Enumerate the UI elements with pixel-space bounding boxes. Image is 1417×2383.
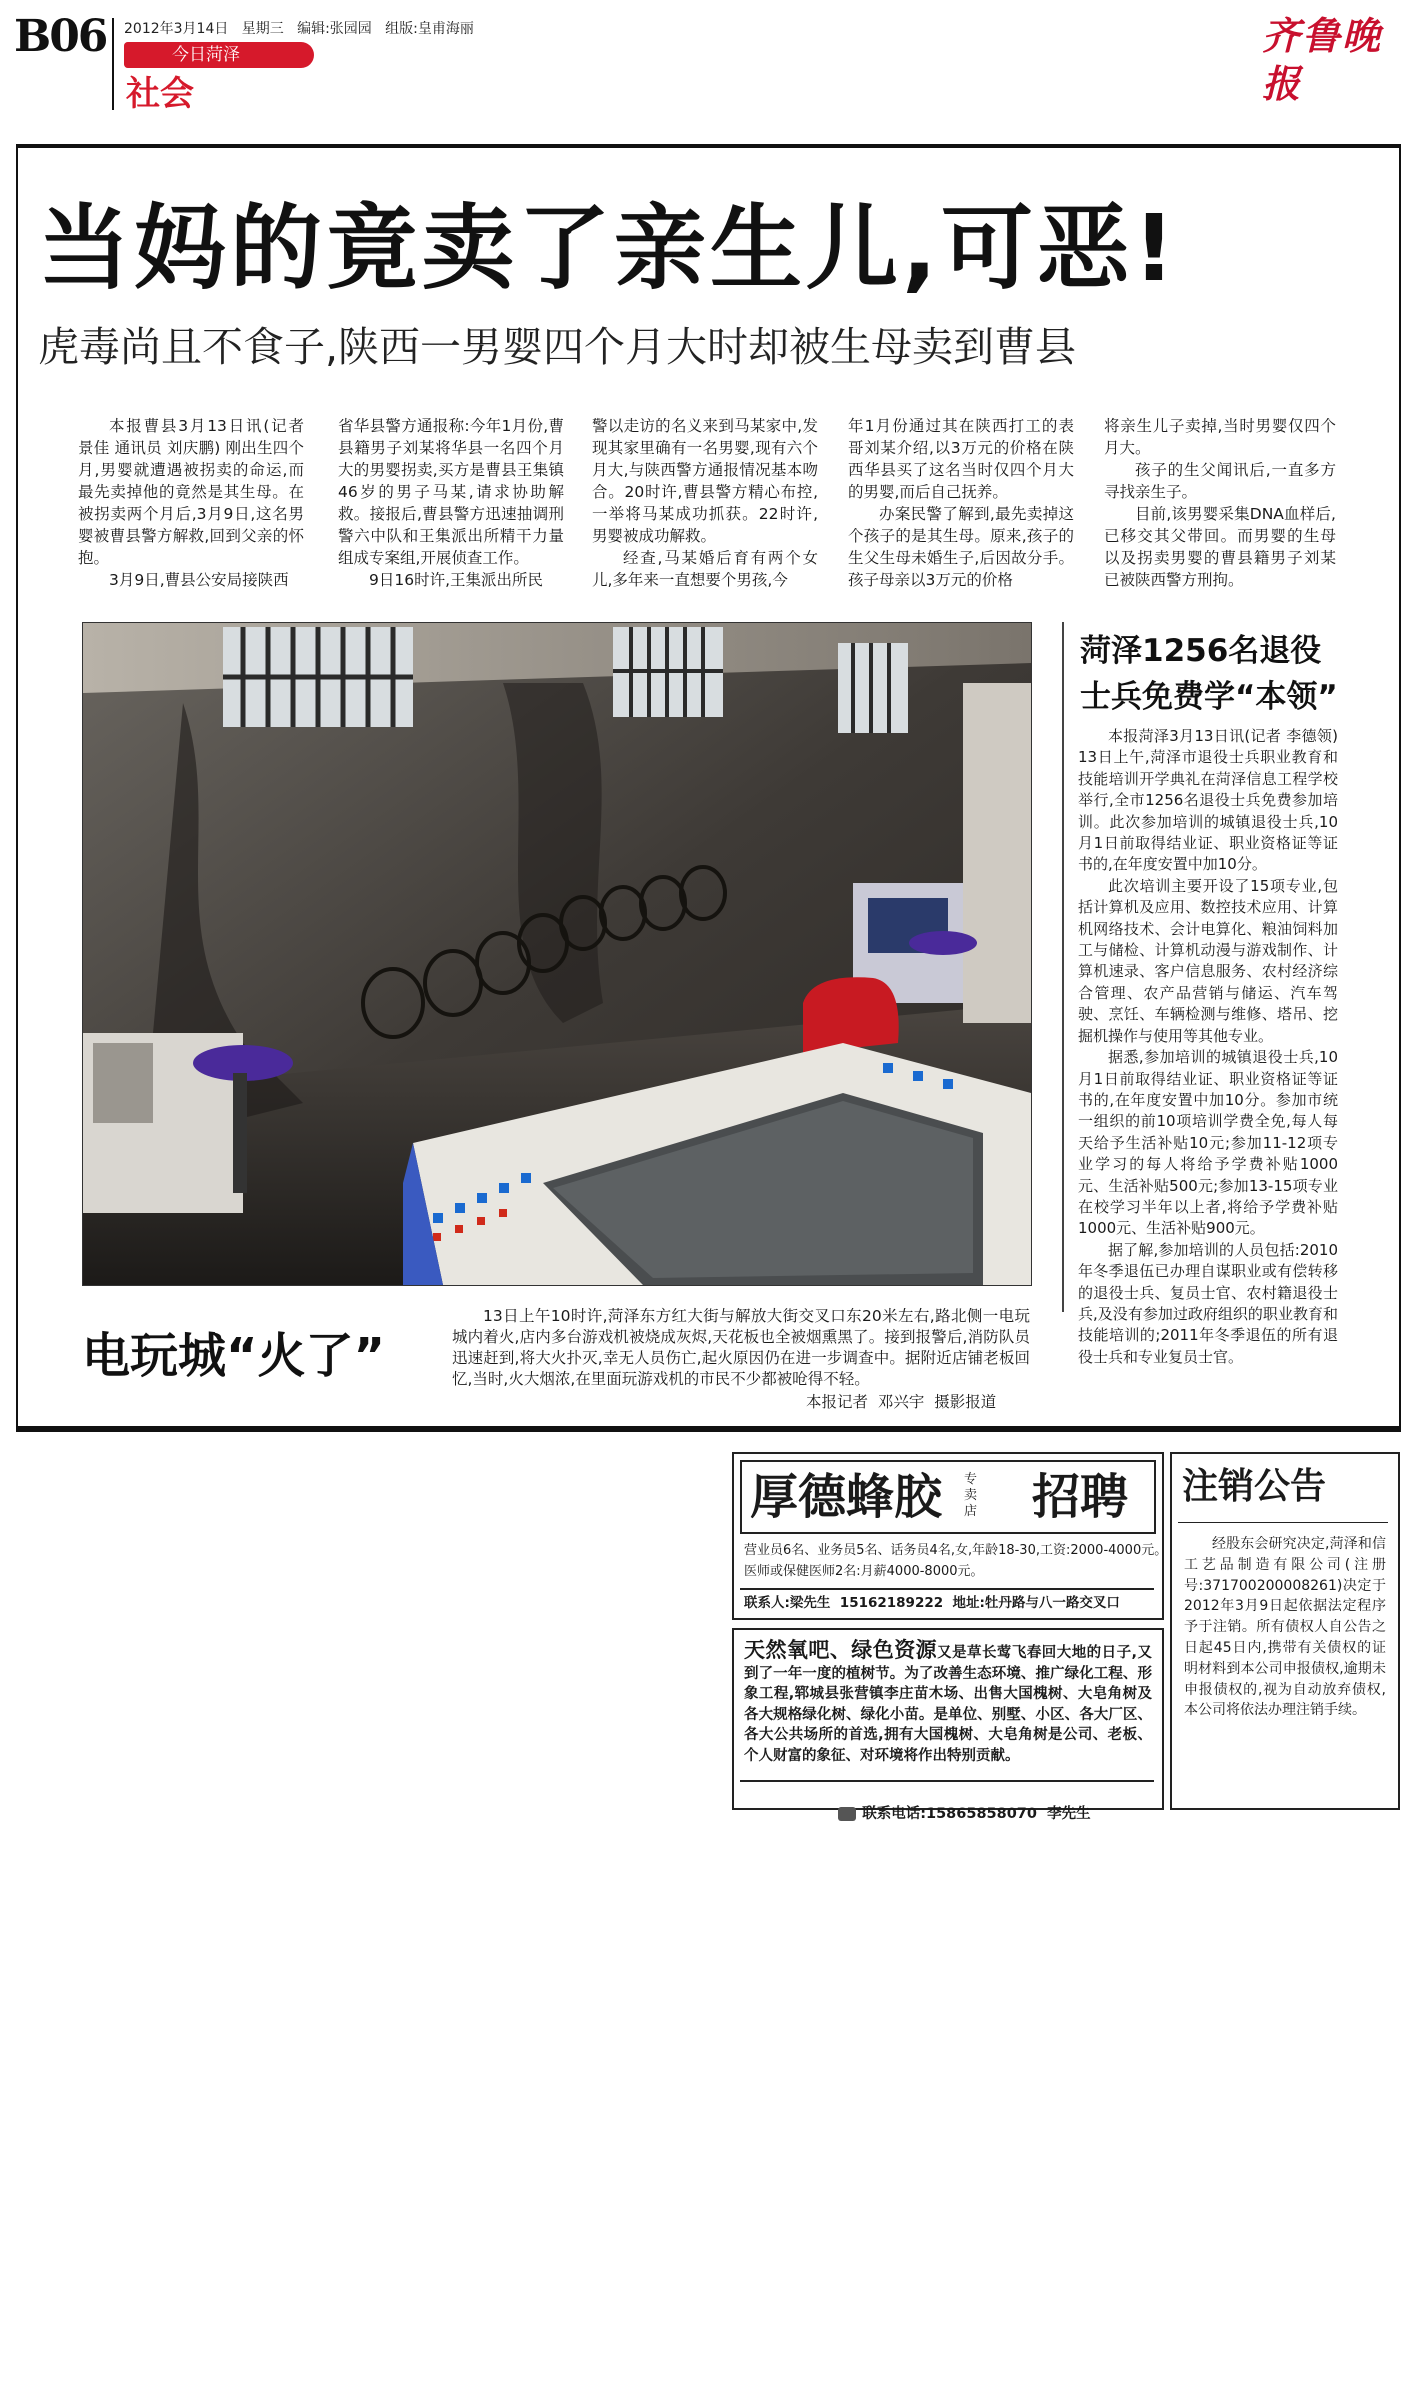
header-meta	[124, 18, 474, 38]
main-headline: 当妈的竟卖了亲生儿,可恶!	[38, 195, 1179, 302]
story-column-5	[1104, 415, 1336, 591]
story-paragraph: 办案民警了解到,最先卖掉这个孩子的是其生母。原来,孩子的生父生母未婚生子,后因故分手。孩子母亲以3万元的价格	[848, 505, 1074, 589]
recruit-line-2: 医师或保健医师2名:月薪4000-8000元。	[744, 1564, 984, 1579]
story-paragraph: 9日16时许,王集派出所民	[369, 571, 544, 589]
side-story-divider	[1062, 622, 1064, 1312]
story-column-3	[592, 415, 818, 591]
editor-credit: 编辑:张园园	[297, 21, 372, 37]
barred-window	[223, 627, 413, 727]
section-tag-label: 今日菏泽	[172, 45, 240, 65]
recruit-rule	[740, 1588, 1154, 1590]
story-column-4	[848, 415, 1074, 591]
story-paragraph: 将亲生儿子卖掉,当时男婴仅四个月大。	[1104, 417, 1336, 457]
tree-ad-text	[744, 1640, 1152, 1766]
story-paragraph: 目前,该男婴采集DNA血样后,已移交其父带回。而男婴的生母以及拐卖男婴的曹县籍男子刘某已被陕西警方刑拘。	[1104, 505, 1336, 589]
notice-title: 注销公告	[1182, 1466, 1327, 1507]
fire-scene-illustration	[83, 623, 1031, 1285]
side-headline-line-2: 士兵免费学“本领”	[1080, 679, 1338, 715]
story-paragraph: 年1月份通过其在陕西打工的表哥刘某介绍,以3万元的价格在陕西华县买了这名当时仅四个月大的男婴,而后自己抚养。	[848, 417, 1074, 501]
side-headline-line-1: 菏泽1256名退役	[1080, 633, 1322, 669]
section-title: 社会	[126, 74, 194, 114]
tree-ad-body: 又是草长莺飞春回大地的日子,又到了一年一度的植树节。为了改善生态环境、推广绿化工程、形象工程,郓城县张营镇李庄苗木场、出售大国槐树、大皂角树及各大规格绿化树、绿化小苗。是单位、别墅、小区、各大厂区、各大公共场所的首选,拥有大国槐树、大皂角树是公司、老板、个人财富的象征、对环境将作出特别贡献。	[744, 1645, 1152, 1764]
side-headline	[1080, 628, 1338, 720]
side-story-body	[1078, 726, 1338, 1368]
story-paragraph: 经查,马某婚后育有两个女儿,多年来一直想要个男孩,今	[592, 549, 818, 589]
story-paragraph: 3月9日,曹县公安局接陕西	[109, 571, 289, 589]
story-column-1	[78, 415, 304, 591]
side-paragraph: 此次培训主要开设了15项专业,包括计算机及应用、数控技术应用、计算机网络技术、会计电算化、粮油饲料加工与储检、计算机动漫与游戏制作、计算机速录、客户信息服务、农村经济综合管理、农产品营销与储运、汽车驾驶、烹饪、车辆检测与维修、塔吊、挖掘机操作与使用等其他专业。	[1078, 876, 1338, 1045]
side-paragraph: 本报菏泽3月13日讯(记者 李德领) 13日上午,菏泽市退役士兵职业教育和技能培训开学典礼在菏泽信息工程学校举行,全市1256名退役士兵免费参加培训。此次参加培训的城镇退役士兵,10月1日前取得结业证、职业资格证等证书的,在年度安置中加10分。	[1078, 727, 1338, 874]
tree-sale-ad	[732, 1628, 1164, 1822]
side-paragraph: 据悉,参加培训的城镇退役士兵,10月1日前取得结业证、职业资格证等证书的,在年度安置中加10分。参加市统一组织的前10项培训学费全免,每人每天给予生活补贴10元;参加11-12项专业学习的每人将给予学费补贴1000元、生活补贴500元;参加13-15项专业在校学习半年以上者,将给予学费补贴1000元、生活补贴900元。	[1078, 1048, 1338, 1238]
story-column-2	[338, 415, 564, 591]
photo-headline: 电玩城“火了”	[82, 1328, 386, 1384]
recruit-ad-header	[740, 1460, 1156, 1534]
recruit-brand: 厚德蜂胶	[750, 1469, 943, 1525]
recruit-title: 招聘	[1032, 1469, 1129, 1525]
red-chair	[803, 977, 899, 1053]
story-paragraph: 孩子的生父闻讯后,一直多方寻找亲生子。	[1104, 461, 1336, 501]
tree-ad-title: 天然氧吧、绿色资源	[744, 1638, 938, 1662]
main-subheadline: 虎毒尚且不食子,陕西一男婴四个月大时却被生母卖到曹县	[38, 323, 1077, 371]
recruit-ad	[732, 1452, 1168, 1620]
recruit-store-tag	[964, 1472, 984, 1520]
phone-icon	[838, 1807, 856, 1821]
story-paragraph: 本报曹县3月13日讯(记者 景佳 通讯员 刘庆鹏) 刚出生四个月,男婴就遭遇被拐卖的命运,而最先卖掉他的竟然是其生母。在被拐卖两个月后,3月9日,这名男婴被曹县警方解救,回到父亲的怀抱。	[78, 417, 304, 567]
fire-photo	[82, 622, 1032, 1286]
barred-window	[838, 643, 908, 733]
tree-ad-rule	[740, 1780, 1154, 1782]
recruit-line-1: 营业员6名、业务员5名、话务员4名,女,年龄18-30,工资:2000-4000元。	[744, 1543, 1168, 1558]
tree-ad-phone-text: 联系电话:15865858070 李先生	[862, 1806, 1091, 1822]
notice-rule	[1178, 1522, 1388, 1523]
recruit-store-tag-2: 店	[964, 1504, 978, 1519]
section-tag	[124, 42, 314, 68]
deregistration-notice	[1170, 1452, 1400, 1810]
barred-window	[613, 627, 723, 717]
masthead-logo: 齐鲁晚报	[1262, 13, 1383, 106]
header-divider	[112, 18, 114, 110]
page-number: B06	[14, 11, 107, 62]
layout-credit: 组版:皇甫海丽	[385, 21, 474, 37]
photo-caption: 13日上午10时许,菏泽东方红大街与解放大街交叉口东20米左右,路北侧一电玩城内着火,店内多台游戏机被烧成灰烬,天花板也全被烟熏黑了。接到报警后,消防队员迅速赶到,将大火扑灭,幸无人员伤亡,起火原因仍在进一步调查中。据附近店铺老板回忆,当时,火大烟浓,在里面玩游戏机的市民不少都被呛得不轻。	[452, 1307, 1030, 1388]
story-paragraph: 省华县警方通报称:今年1月份,曹县籍男子刘某将华县一名四个月大的男婴拐卖,买方是曹县王集镇46岁的男子马某,请求协助解救。接报后,曹县警方迅速抽调刑警六中队和王集派出所精干力量组成专案组,开展侦查工作。	[338, 417, 564, 567]
side-paragraph: 据了解,参加培训的人员包括:2010年冬季退伍已办理自谋职业或有偿转移的退役士兵、复员士官、农村籍退役士兵,及没有参加过政府组织的职业教育和技能培训的;2011年冬季退伍的所有退役士兵和专业复员士官。	[1078, 1240, 1338, 1366]
tree-ad-phone	[818, 1784, 1091, 1844]
photo-byline: 本报记者 邓兴宇 摄影报道	[806, 1393, 997, 1411]
recruit-store-tag-1: 专卖	[964, 1472, 978, 1503]
issue-weekday: 星期三	[241, 21, 284, 37]
issue-date: 2012年3月14日	[124, 21, 229, 37]
story-paragraph: 警以走访的名义来到马某家中,发现其家里确有一名男婴,现有六个月大,与陕西警方通报情况基本吻合。20时许,曹县警方精心布控,一举将马某成功抓获。22时许,男婴被成功解救。	[592, 417, 818, 545]
recruit-contact: 联系人:梁先生 15162189222 地址:牡丹路与八一路交叉口	[744, 1595, 1120, 1611]
notice-body: 经股东会研究决定,菏泽和信工艺品制造有限公司(注册号:371700200008261)决定于2012年3月9日起依据法定程序予于注销。所有债权人自公告之日起45日内,携带有关债权的证明材料到本公司申报债权,逾期未申报债权的,视为自动放弃债权,本公司将依法办理注销手续。	[1184, 1536, 1386, 1719]
